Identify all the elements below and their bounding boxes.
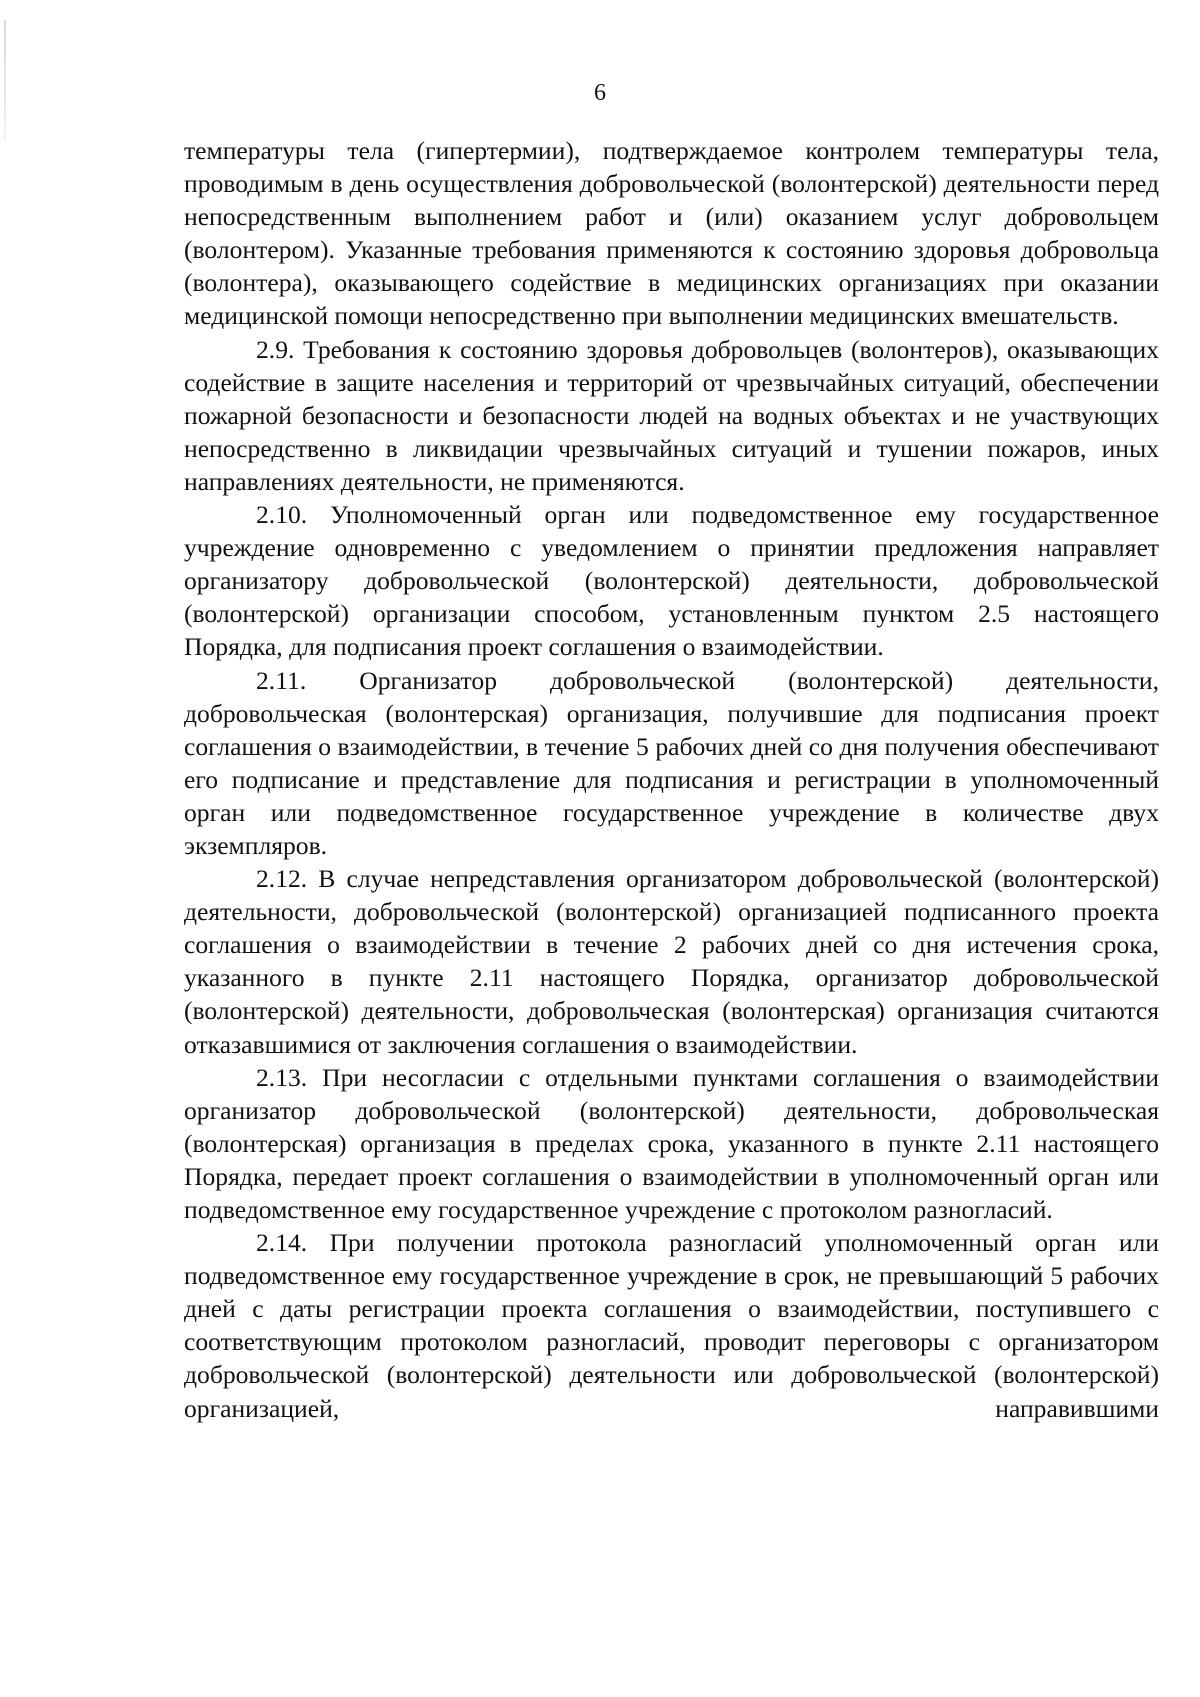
paragraph-2-12: 2.12. В случае непредставления организатором добровольческой (волонтерской) деятельности, добровольческой (волонтерской) организацией подписанного проекта соглашения о взаимодействии в течение 2 рабочих дней со дня истечения срока, указанного в пункте 2.11 настоящего Порядка, организатор добровольческой (волонтерской) деятельности, добровольческая (волонтерская) организация считаются отказавшимися от заключения соглашения о взаимодействии.	[184, 864, 1159, 1059]
paragraph-continuation: температуры тела (гипертермии), подтверждаемое контролем температуры тела, проводимым в день осуществления добровольческой (волонтерской) деятельности перед непосредственным выполнением работ и (или) оказанием услуг добровольцем (волонтером). Указанные требования применяются к состоянию здоровья добровольца (волонтера), оказывающего содействие в медицинских организациях при оказании медицинской помощи непосредственно при выполнении медицинских вмешательств.	[184, 136, 1159, 331]
paragraph-2-13: 2.13. При несогласии с отдельными пунктами соглашения о взаимодействии организатор добровольческой (волонтерской) деятельности, добровольческая (волонтерская) организация в пределах срока, указанного в пункте 2.11 настоящего Порядка, передает проект соглашения о взаимодействии в уполномоченный орган или подведомственное ему государственное учреждение с протоколом разногласий.	[184, 1062, 1159, 1224]
paragraph-2-11: 2.11. Организатор добровольческой (волонтерской) деятельности, добровольческая (волонтерская) организация, получившие для подписания проект соглашения о взаимодействии, в течение 5 рабочих дней со дня получения обеспечивают его подписание и представление для подписания и регистрации в уполномоченный орган или подведомственное государственное учреждение в количестве двух экземпляров.	[184, 665, 1159, 860]
document-body	[184, 134, 1159, 1425]
paragraph-2-9: 2.9. Требования к состоянию здоровья добровольцев (волонтеров), оказывающих содействие в защите населения и территорий от чрезвычайных ситуаций, обеспечении пожарной безопасности и безопасности людей на водных объектах и не участвующих непосредственно в ликвидации чрезвычайных ситуаций и тушении пожаров, иных направлениях деятельности, не применяются.	[184, 334, 1159, 496]
paragraph-2-14: 2.14. При получении протокола разногласий уполномоченный орган или подведомственное ему государственное учреждение в срок, не превышающий 5 рабочих дней с даты регистрации проекта соглашения о взаимодействии, поступившего с соответствующим протоколом разногласий, проводит переговоры с организатором добровольческой (волонтерской) деятельности или добровольческой (волонтерской) организацией, направившими	[184, 1228, 1159, 1423]
paragraph-2-10: 2.10. Уполномоченный орган или подведомственное ему государственное учреждение одновременно с уведомлением о принятии предложения направляет организатору добровольческой (волонтерской) деятельности, добровольческой (волонтерской) организации способом, установленным пунктом 2.5 настоящего Порядка, для подписания проект соглашения о взаимодействии.	[184, 500, 1159, 662]
page-number: 6	[594, 80, 606, 106]
